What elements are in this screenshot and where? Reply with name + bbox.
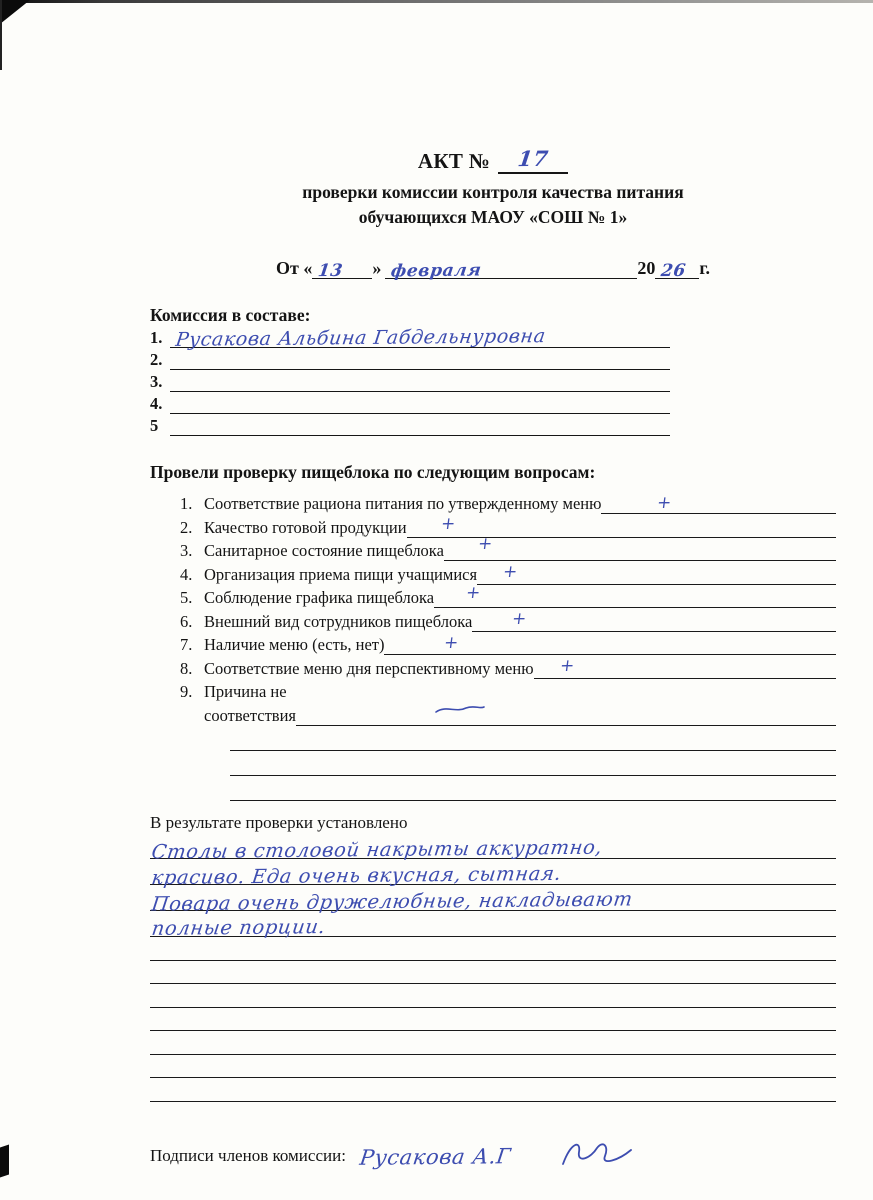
item-number: 4. bbox=[180, 564, 193, 584]
member-number: 4. bbox=[150, 393, 163, 413]
scan-corner-artifact bbox=[0, 0, 30, 24]
member-name-line bbox=[170, 392, 670, 414]
scan-edge-artifact-left bbox=[0, 0, 2, 70]
check-mark-handwritten: + bbox=[656, 493, 674, 514]
date-month-handwritten: февраля bbox=[389, 260, 484, 282]
member-number: 5 bbox=[150, 415, 159, 435]
result-line bbox=[150, 911, 836, 941]
answer-line bbox=[601, 493, 836, 514]
answer-line bbox=[434, 583, 836, 608]
item-number: 9. bbox=[180, 682, 193, 702]
check-mark-handwritten: + bbox=[476, 534, 495, 555]
commission-list bbox=[150, 326, 836, 436]
item-number: 8. bbox=[180, 658, 193, 678]
result-text-handwritten: Повара очень дружелюбные, накладывают bbox=[150, 887, 635, 916]
result-text-handwritten: полные порции. bbox=[150, 915, 327, 941]
checklist bbox=[150, 491, 836, 802]
member-number: 3. bbox=[150, 371, 163, 391]
check-mark-handwritten: + bbox=[439, 513, 457, 534]
item-number: 3. bbox=[180, 541, 193, 561]
member-name-line bbox=[170, 348, 670, 370]
commission-heading: Комиссия в составе: bbox=[150, 304, 311, 325]
signatures-row bbox=[150, 1132, 836, 1170]
ruled-line bbox=[150, 1031, 836, 1055]
date-suffix: г. bbox=[699, 257, 710, 278]
ruled-line bbox=[230, 726, 836, 751]
item-label: Соблюдение графика пищеблока bbox=[204, 588, 435, 608]
document-title bbox=[150, 146, 836, 174]
checklist-item bbox=[150, 608, 836, 632]
pen-stroke-handwritten bbox=[434, 703, 486, 717]
item-number: 1. bbox=[180, 494, 193, 514]
result-text-handwritten: Столы в столовой накрыты аккуратно, bbox=[150, 835, 604, 864]
commission-member-row bbox=[150, 324, 836, 351]
item-label: Наличие меню (есть, нет) bbox=[204, 635, 385, 655]
commission-member-row bbox=[150, 370, 836, 392]
date-line bbox=[150, 257, 836, 282]
check-mark-handwritten: + bbox=[558, 655, 576, 676]
member-name-handwritten: Русакова Альбина Габдельнуровна bbox=[174, 324, 548, 351]
scan-bottom-artifact bbox=[0, 1145, 9, 1178]
result-line bbox=[150, 885, 836, 916]
item-label: Организация приема пищи учащимися bbox=[204, 564, 478, 584]
checklist-item-9 bbox=[150, 679, 836, 703]
checklist-item-9-continuation bbox=[150, 702, 836, 726]
ruled-line bbox=[150, 961, 836, 985]
check-mark-handwritten: + bbox=[464, 583, 483, 604]
member-number: 2. bbox=[150, 349, 163, 369]
checklist-item bbox=[150, 491, 836, 515]
item-number: 6. bbox=[180, 611, 193, 631]
check-mark-handwritten: + bbox=[501, 561, 520, 582]
item-label: Санитарное состояние пищеблока bbox=[204, 541, 444, 561]
result-line bbox=[150, 833, 836, 864]
checklist-item bbox=[150, 632, 836, 656]
document-content bbox=[150, 145, 836, 1170]
commission-member-row bbox=[150, 414, 836, 436]
checklist-heading: Провели проверку пищеблока по следующим вопросам: bbox=[150, 461, 596, 482]
item-label: соответствия bbox=[204, 706, 296, 726]
date-day-handwritten: 13 bbox=[317, 260, 345, 281]
check-mark-handwritten: + bbox=[510, 608, 529, 629]
ruled-line bbox=[150, 984, 836, 1008]
ruled-line bbox=[150, 937, 836, 961]
signature-handwritten: Русакова А.Г bbox=[358, 1143, 513, 1170]
check-mark-handwritten: + bbox=[443, 633, 461, 654]
checklist-item bbox=[150, 585, 836, 609]
answer-line bbox=[384, 634, 836, 655]
checklist-item bbox=[150, 655, 836, 679]
answer-line bbox=[472, 608, 836, 632]
checklist-item bbox=[150, 561, 836, 585]
answer-line bbox=[407, 513, 836, 538]
signatures-label: Подписи членов комиссии: bbox=[150, 1145, 346, 1165]
result-lines bbox=[150, 833, 836, 1102]
member-name-line bbox=[170, 370, 670, 392]
document-subtitle bbox=[150, 180, 836, 230]
ruled-line bbox=[150, 1078, 836, 1102]
item-label: Качество готовой продукции bbox=[204, 517, 407, 537]
result-text-handwritten: красиво. Еда очень вкусная, сытная. bbox=[150, 862, 563, 890]
date-century: 20 bbox=[637, 257, 656, 278]
item-label: Внешний вид сотрудников пищеблока bbox=[204, 611, 473, 631]
member-name-line bbox=[170, 324, 670, 351]
answer-line bbox=[534, 655, 836, 679]
item-number: 7. bbox=[180, 635, 193, 655]
result-heading: В результате проверки установлено bbox=[150, 813, 408, 833]
answer-line bbox=[296, 705, 836, 726]
member-number: 1. bbox=[150, 327, 163, 347]
member-name-line bbox=[170, 414, 670, 436]
item-label: Причина не bbox=[204, 682, 287, 702]
result-line bbox=[150, 859, 836, 890]
commission-member-row bbox=[150, 348, 836, 370]
item-number: 2. bbox=[180, 517, 193, 537]
subtitle-line-1: проверки комиссии контроля качества питания bbox=[302, 182, 684, 202]
answer-line bbox=[444, 534, 836, 561]
item-number: 5. bbox=[180, 588, 193, 608]
ruled-line bbox=[230, 751, 836, 776]
scan-edge-artifact bbox=[0, 0, 873, 3]
title-text: АКТ № bbox=[417, 149, 491, 173]
answer-line bbox=[477, 561, 836, 585]
date-year-handwritten: 26 bbox=[660, 260, 688, 281]
ruled-line bbox=[150, 1055, 836, 1079]
date-quote: » bbox=[372, 257, 382, 278]
commission-member-row bbox=[150, 392, 836, 414]
date-prefix: От « bbox=[276, 257, 313, 278]
signature-scribble bbox=[557, 1138, 637, 1172]
ruled-line bbox=[230, 776, 836, 801]
ruled-line bbox=[150, 1008, 836, 1032]
checklist-item bbox=[150, 534, 836, 562]
subtitle-line-2: обучающихся МАОУ «СОШ № 1» bbox=[358, 206, 628, 227]
act-number-handwritten: 17 bbox=[516, 145, 550, 172]
item-label: Соответствие меню дня перспективному меню bbox=[204, 658, 534, 678]
item-label: Соответствие рациона питания по утвержденному меню bbox=[204, 494, 602, 514]
